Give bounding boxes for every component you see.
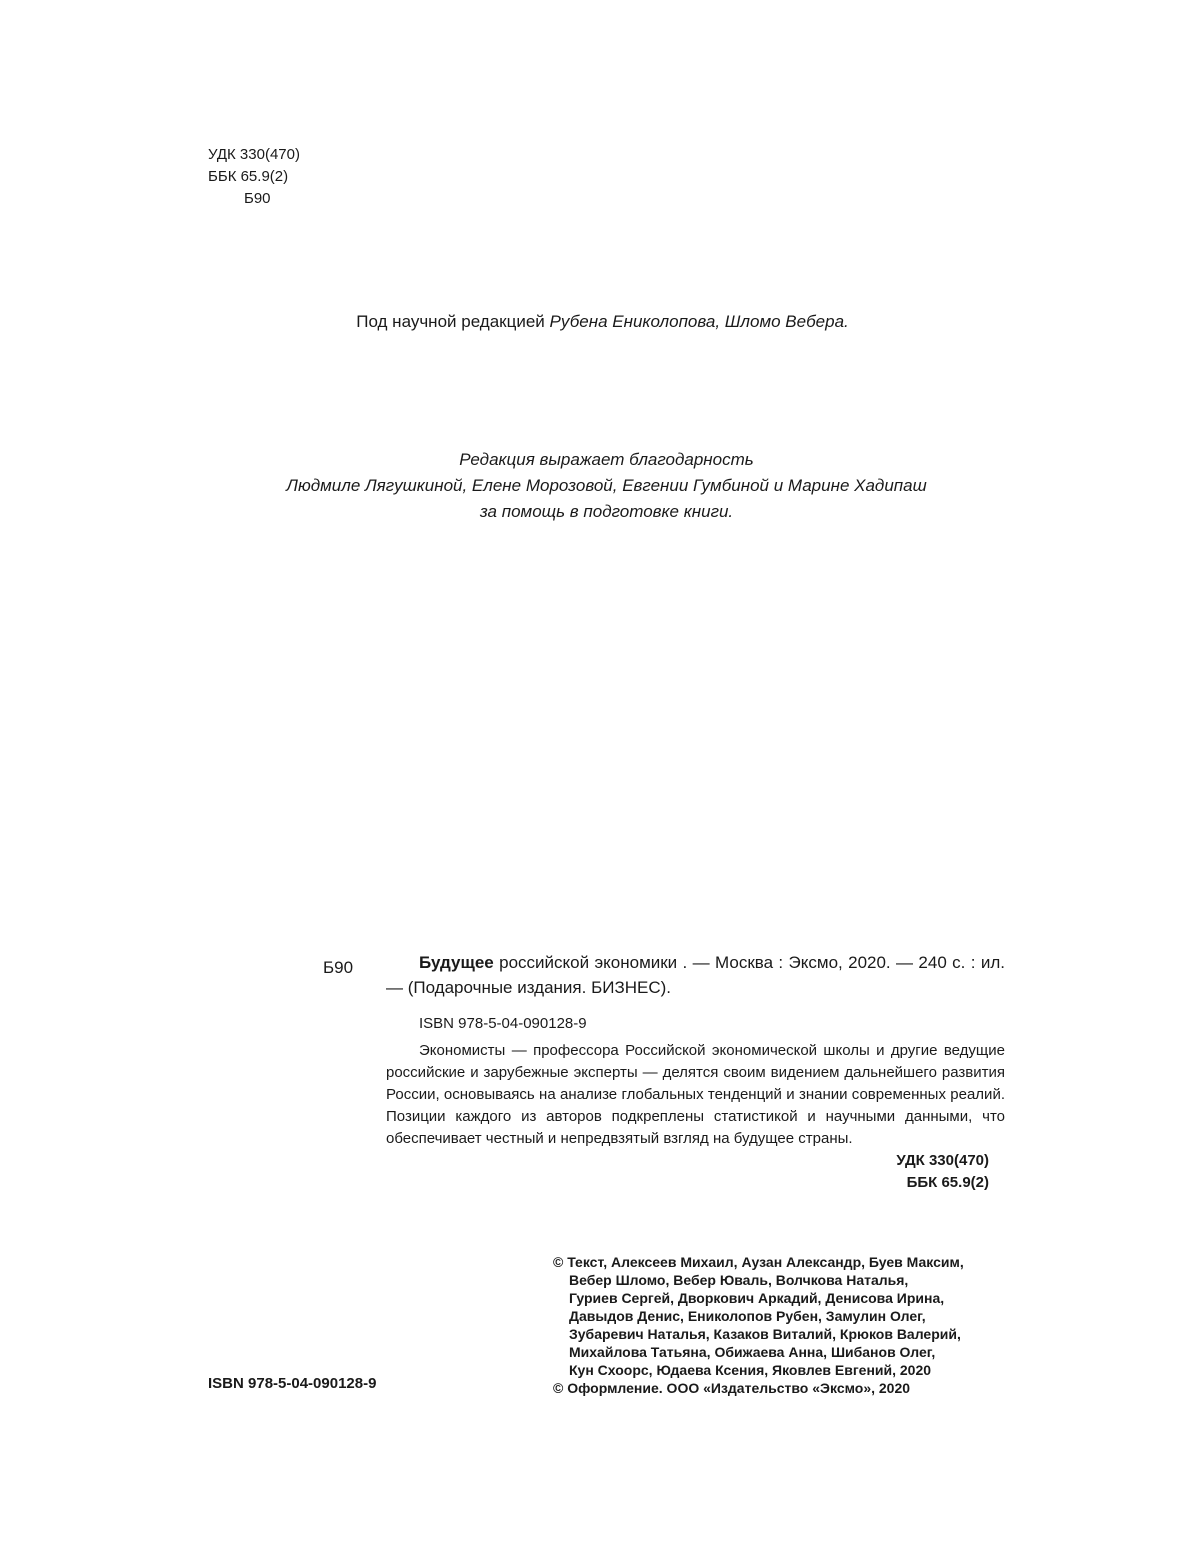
copyright-line: Кун Схоорс, Юдаева Ксения, Яковлев Евгений, 2020: [569, 1362, 932, 1378]
thanks-line-3: за помощь в подготовке книги.: [479, 502, 734, 521]
bbk-code: ББК 65.9(2): [208, 168, 289, 185]
bib-author-mark: Б90: [323, 958, 354, 977]
editors-credit: [0, 312, 1193, 332]
copyright-line: Михайлова Татьяна, Обижаева Анна, Шибанов Олег,: [569, 1344, 936, 1360]
copyright-line: Гуриев Сергей, Дворкович Аркадий, Денисова Ирина,: [569, 1290, 945, 1306]
bib-entry-rest: российской экономики . — Москва : Эксмо, 2020. — 240 с. : ил. — (Подарочные издания. БИЗНЕС).: [386, 953, 1005, 997]
design-copyright: © Оформление. ООО «Издательство «Эксмо», 2020: [553, 1380, 911, 1396]
udk-bbk-header: [208, 144, 300, 210]
author-mark: Б90: [244, 190, 271, 207]
copyright-block: [553, 1253, 964, 1397]
copyright-line: Зубаревич Наталья, Казаков Виталий, Крюков Валерий,: [569, 1326, 961, 1342]
editors-names: Рубена Ениколопова, Шломо Вебера.: [549, 312, 849, 331]
bib-entry: [386, 950, 1005, 1000]
udk-code: УДК 330(470): [208, 146, 300, 163]
thanks-line-2: Людмиле Лягушкиной, Елене Морозовой, Евгении Гумбиной и Марине Хадипаш: [286, 476, 927, 495]
copyright-line: © Текст, Алексеев Михаил, Аузан Александр, Буев Максим,: [553, 1254, 964, 1270]
copyright-line: Давыдов Денис, Ениколопов Рубен, Замулин Олег,: [569, 1308, 926, 1324]
bib-title: Будущее: [419, 953, 494, 972]
bib-isbn: ISBN 978-5-04-090128-9: [419, 1015, 587, 1032]
bib-codes: [386, 1150, 1005, 1194]
isbn-bottom: ISBN 978-5-04-090128-9: [208, 1375, 377, 1392]
bibliographic-entry: [386, 950, 1005, 1036]
acknowledgements: [0, 447, 1193, 525]
bib-bbk: ББК 65.9(2): [906, 1174, 989, 1191]
bib-udk: УДК 330(470): [896, 1152, 989, 1169]
abstract-block: [386, 1040, 1005, 1194]
abstract-text: Экономисты — профессора Российской экономической школы и другие ведущие российские и зарубежные эксперты — делятся своим видением дальнейшего развития России, основываясь на анализе глобальных тенденций и знании современных реалий. Позиции каждого из авторов подкреплены статистикой и научными данными, что обеспечивает честный и непредвзятый взгляд на будущее страны.: [386, 1042, 1005, 1147]
thanks-line-1: Редакция выражает благодарность: [459, 450, 754, 469]
copyright-line: Вебер Шломо, Вебер Юваль, Волчкова Наталья,: [569, 1272, 909, 1288]
editors-prefix: Под научной редакцией: [356, 312, 545, 331]
